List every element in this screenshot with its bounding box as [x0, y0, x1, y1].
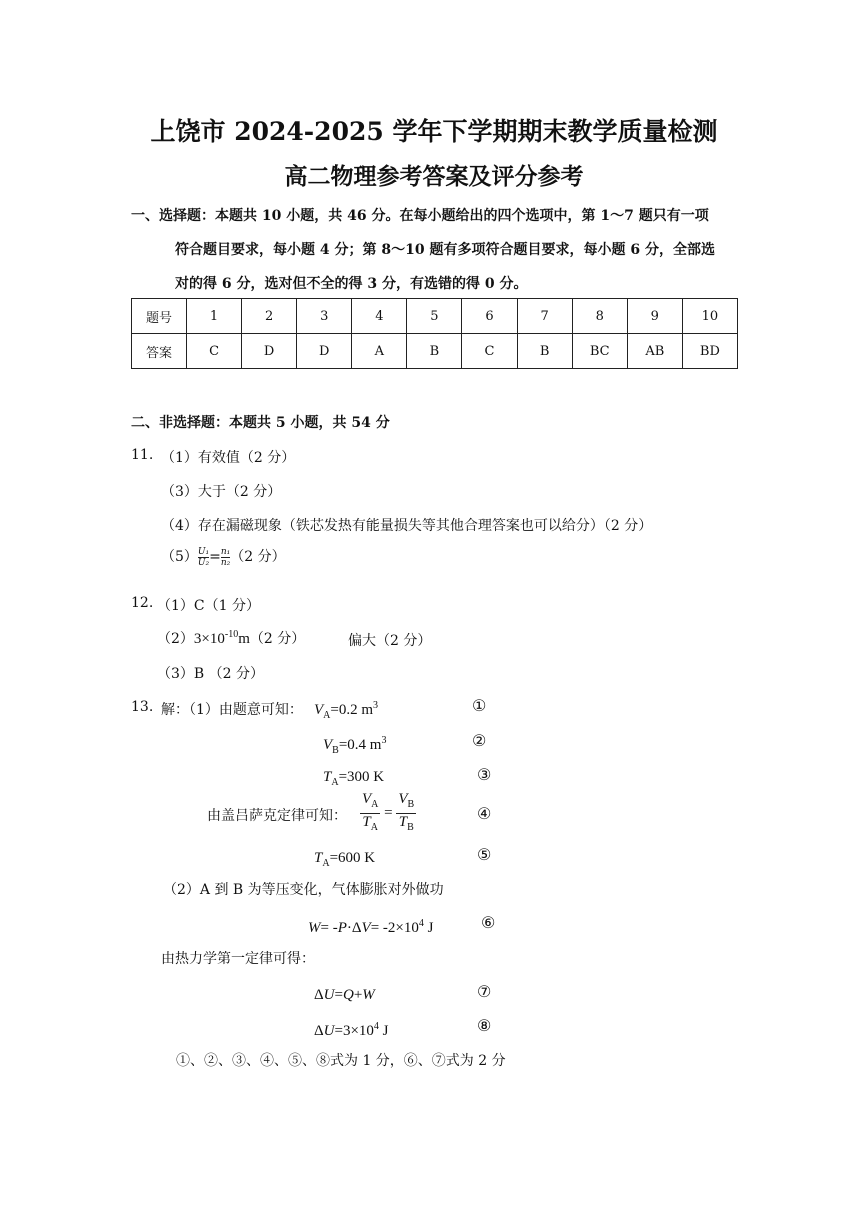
answer-cell: C: [462, 334, 517, 369]
fraction-numerator: n₁: [220, 546, 231, 557]
question-number-cell: 5: [407, 299, 462, 334]
equation-vb: $V_B=0.4$ $m^3$: [323, 735, 387, 756]
answer-cell: B: [517, 334, 572, 369]
q12-answer-2-extra: 偏大（2 分）: [348, 633, 432, 649]
question-number-cell: 2: [242, 299, 297, 334]
q12-answer-3: （3）B （2 分）: [157, 666, 265, 682]
question-number-cell: 7: [517, 299, 572, 334]
question-number-cell: 3: [297, 299, 352, 334]
table-row-label: 题号: [132, 299, 187, 334]
section2-heading: 二、非选择题：本题共 5 小题，共 54 分: [131, 415, 390, 431]
section1-line1: 一、选择题：本题共 10 小题，共 46 分。在每小题给出的四个选项中，第 1～7 题只有一项: [131, 208, 709, 224]
question-number-cell: 10: [682, 299, 737, 334]
fraction-vb-tb: $\frac{V_B}{T_B}$: [398, 791, 415, 833]
q11-answer-5-score: （2 分）: [230, 549, 286, 565]
q12-number: 12.: [131, 595, 154, 611]
question-number-cell: 8: [572, 299, 627, 334]
fraction-denominator: n₂: [220, 557, 231, 568]
q11-number: 11.: [131, 447, 154, 463]
q13-scoring-note: ①、②、③、④、⑤、⑧式为 1 分，⑥、⑦式为 2 分: [176, 1053, 506, 1069]
document-title: 上饶市 2024-2025 学年下学期期末教学质量检测: [150, 117, 718, 146]
q12-answer-2-value: [194, 631, 250, 647]
answer-table: [131, 298, 738, 369]
equation-mark-6: ⑥: [481, 913, 496, 932]
equals-sign: =: [209, 549, 221, 565]
answer-cell: B: [407, 334, 462, 369]
gay-lussac-equation: $\frac{V_A}{T_A}$ = $\frac{V_B}{T_B}$: [360, 791, 416, 836]
q11-answer-5: [161, 546, 286, 568]
equation-va: $V_A=0.2$ $m^3$: [314, 700, 379, 721]
q11-answer-5-prefix: （5）: [161, 549, 198, 565]
value-unit: m: [238, 631, 250, 647]
fraction-va-ta: $\frac{V_A}{T_A}$: [362, 791, 379, 833]
equation-work: $W= -P\cdot\Delta V= -2\times 10^4$ J: [308, 918, 434, 936]
equation-first-law: ΔU=Q+W: [314, 987, 375, 1003]
document-subtitle: 高二物理参考答案及评分参考: [284, 163, 584, 190]
fraction-denominator: U₂: [197, 557, 210, 568]
question-number-cell: 1: [187, 299, 242, 334]
answer-cell: A: [352, 334, 407, 369]
section1-line2: 符合题目要求，每小题 4 分；第 8～10 题有多项符合题目要求，每小题 6 分，全部选: [175, 242, 715, 258]
answer-cell: C: [187, 334, 242, 369]
first-law-text: 由热力学第一定律可得：: [161, 951, 315, 967]
section1-line3: 对的得 6 分，选对但不全的得 3 分，有选错的得 0 分。: [175, 276, 528, 292]
answer-table-answer-row: [132, 334, 738, 369]
q11-answer-1: （1）有效值（2 分）: [161, 450, 296, 466]
answer-cell: BC: [572, 334, 627, 369]
equation-ta-600: $T_A=600$ K: [314, 850, 376, 869]
fraction-numerator: U₁: [197, 546, 210, 557]
gay-lussac-law-text: 由盖吕萨克定律可知：: [207, 808, 347, 824]
q11-answer-3: （3）大于（2 分）: [161, 484, 282, 500]
equation-mark-3: ③: [477, 765, 492, 784]
equation-mark-2: ②: [472, 731, 487, 750]
answer-table-number-row: [132, 299, 738, 334]
q12-answer-2-prefix: （2）: [157, 631, 194, 647]
answer-cell: BD: [682, 334, 737, 369]
answer-cell: D: [297, 334, 352, 369]
question-number-cell: 6: [462, 299, 517, 334]
q13-intro: 解：（1）由题意可知：: [161, 702, 303, 718]
q11-answer-4: （4）存在漏磁现象（铁芯发热有能量损失等其他合理答案也可以给分）（2 分）: [161, 518, 653, 534]
equation-delta-u: $\Delta U=3\times 10^4$ J: [314, 1021, 389, 1039]
q12-answer-2: [157, 628, 305, 648]
q12-answer-2-score: （2 分）: [249, 631, 306, 647]
question-number-cell: 9: [627, 299, 682, 334]
q13-part-2: （2）A 到 B 为等压变化，气体膨胀对外做功: [163, 882, 444, 898]
q12-answer-1: （1）C（1 分）: [157, 598, 260, 614]
equation-mark-8: ⑧: [477, 1016, 492, 1035]
answer-cell: D: [242, 334, 297, 369]
equation-mark-1: ①: [472, 696, 487, 715]
value-exponent: -10: [224, 629, 239, 640]
equation-mark-4: ④: [477, 804, 492, 823]
equation-mark-7: ⑦: [477, 982, 492, 1001]
voltage-ratio: [198, 547, 209, 568]
equation-ta: $T_A=300$ K: [323, 769, 385, 788]
answer-cell: AB: [627, 334, 682, 369]
equation-mark-5: ⑤: [477, 845, 492, 864]
turns-ratio: [221, 547, 230, 568]
table-row-label: 答案: [132, 334, 187, 369]
question-number-cell: 4: [352, 299, 407, 334]
value-base: 3×10: [193, 631, 225, 647]
q13-number: 13.: [131, 699, 154, 715]
